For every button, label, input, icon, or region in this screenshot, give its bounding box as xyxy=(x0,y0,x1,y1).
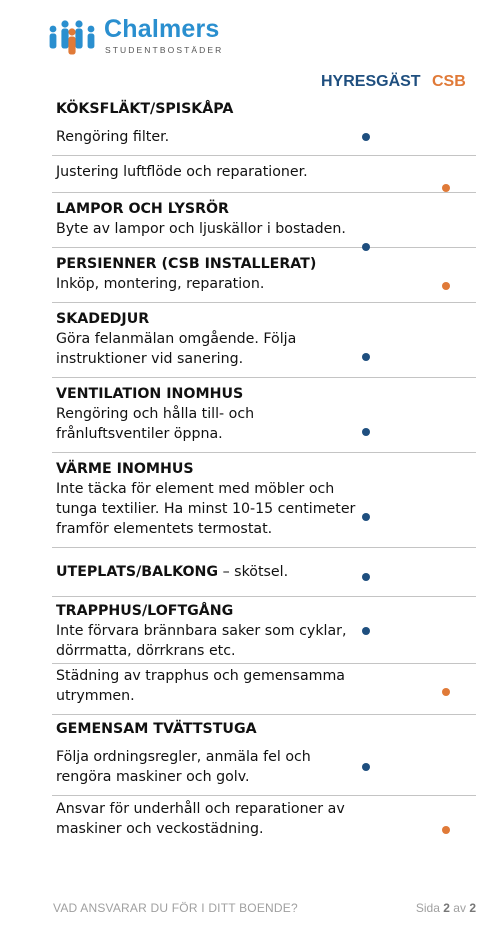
row-text: Städning av trapphus och gemensamma utrymmen. xyxy=(56,668,345,704)
row-text: Följa ordningsregler, anmäla fel och rengöra maskiner och golv. xyxy=(56,749,311,785)
balcony-line xyxy=(56,562,476,582)
section-title: PERSIENNER (CSB INSTALLERAT) xyxy=(56,256,317,272)
table-row xyxy=(52,156,476,192)
row-text: Ansvar för underhåll och reparationer av maskiner och veckostädning. xyxy=(56,801,345,837)
row-text: Justering luftflöde och reparationer. xyxy=(56,164,308,180)
page-current: 2 xyxy=(443,901,450,915)
brand-name: Chalmers xyxy=(104,15,220,43)
tenant-marker-icon xyxy=(362,763,370,771)
tenant-marker-icon xyxy=(362,513,370,521)
section-kitchen-fan xyxy=(52,93,476,193)
section-title: VÄRME INOMHUS xyxy=(56,461,194,477)
row-text: – skötsel. xyxy=(218,564,289,580)
tenant-marker-icon xyxy=(362,353,370,361)
section-title: KÖKSFLÄKT/SPISKÅPA xyxy=(56,101,234,117)
table-row xyxy=(52,219,476,247)
row-text: Inköp, montering, reparation. xyxy=(56,276,265,292)
section-title: SKADEDJUR xyxy=(56,311,150,327)
row-text: Inte förvara brännbara saker som cyklar, dörrmatta, dörrkrans etc. xyxy=(56,623,347,659)
tenant-marker-icon xyxy=(362,133,370,141)
tenant-marker-icon xyxy=(362,627,370,635)
table-row xyxy=(52,329,476,377)
page-total: 2 xyxy=(469,901,476,915)
tenant-marker-icon xyxy=(362,428,370,436)
row-text: Rengöring filter. xyxy=(56,129,170,145)
brand-subtitle: STUDENTBOSTÄDER xyxy=(105,45,224,55)
table-row xyxy=(52,747,476,796)
row-text: Rengöring och hålla till- och frånluftsventiler öppna. xyxy=(56,406,255,442)
page-prefix: Sida xyxy=(415,901,440,915)
csb-marker-icon xyxy=(442,688,450,696)
section-stairwell xyxy=(52,597,476,715)
section-title: TRAPPHUS/LOFTGÅNG xyxy=(56,603,234,619)
footer-title: VAD ANSVARAR DU FÖR I DITT BOENDE? xyxy=(53,901,298,915)
section-laundry xyxy=(52,715,476,839)
row-text: Byte av lampor och ljuskällor i bostaden. xyxy=(56,221,346,237)
table-row xyxy=(52,664,476,714)
table-row xyxy=(52,127,476,156)
csb-marker-icon xyxy=(442,826,450,834)
section-heating xyxy=(52,453,476,548)
csb-marker-icon xyxy=(442,282,450,290)
csb-marker-icon xyxy=(442,184,450,192)
section-title: GEMENSAM TVÄTTSTUGA xyxy=(56,721,257,737)
people-logo-icon xyxy=(48,18,96,56)
page-number xyxy=(416,901,476,915)
section-pests xyxy=(52,303,476,378)
responsibility-table xyxy=(52,93,476,839)
table-row xyxy=(52,274,476,302)
column-header-tenant: HYRESGÄST xyxy=(321,73,421,90)
table-row xyxy=(52,796,476,839)
row-text: Göra felanmälan omgående. Följa instruktioner vid sanering. xyxy=(56,331,297,367)
table-row xyxy=(52,479,476,547)
table-row xyxy=(52,621,476,664)
table-row xyxy=(52,548,476,596)
section-title: UTEPLATS/BALKONG xyxy=(56,564,219,580)
section-blinds xyxy=(52,248,476,303)
row-text: Inte täcka för element med möbler och tunga textilier. Ha minst 10-15 centimeter framför elementets termostat. xyxy=(56,481,356,537)
tenant-marker-icon xyxy=(362,573,370,581)
column-header-csb: CSB xyxy=(432,73,466,90)
section-title: VENTILATION INOMHUS xyxy=(56,386,244,402)
page-separator: av xyxy=(453,901,466,915)
table-row xyxy=(52,404,476,452)
section-ventilation xyxy=(52,378,476,453)
section-balcony xyxy=(52,548,476,597)
section-title: LAMPOR OCH LYSRÖR xyxy=(56,201,229,217)
section-lamps xyxy=(52,193,476,248)
